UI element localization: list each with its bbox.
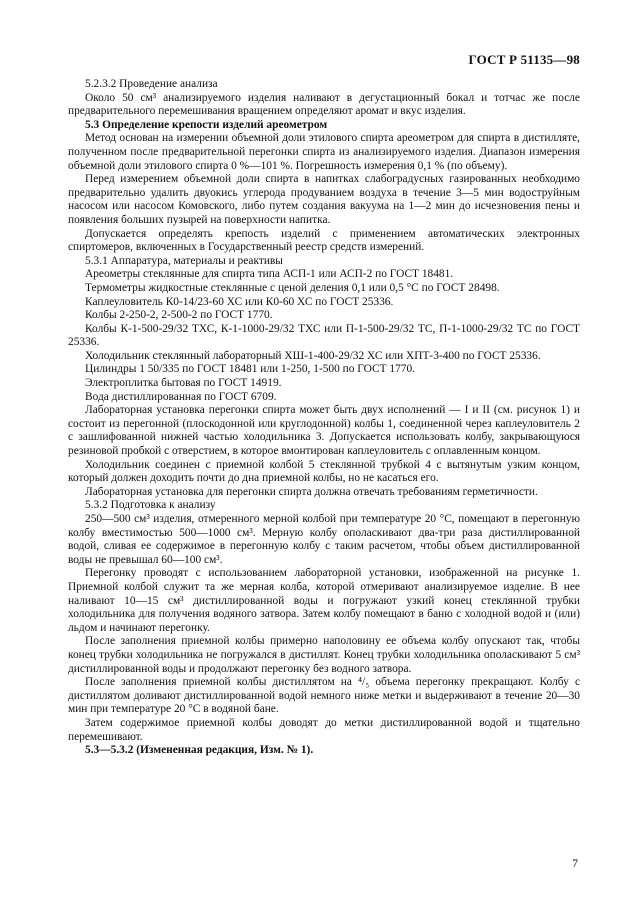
standard-header: ГОСТ Р 51135—98 (468, 52, 580, 67)
equipment-item: Термометры жидкостные стеклянные с ценой деления 0,1 или 0,5 °С по ГОСТ 28498. (85, 281, 500, 294)
equipment-item: Ареометры стеклянные для спирта типа АСП-1 или АСП-2 по ГОСТ 18481. (85, 268, 454, 281)
equipment-item: Каплеуловитель К0-14/23-60 ХС или К0-60 ХС по ГОСТ 25336. (85, 295, 394, 308)
section-5-3-2-heading: 5.3.2 Подготовка к анализу (85, 499, 216, 512)
document-body (68, 78, 580, 758)
paragraph: Лабораторная установка для перегонки спирта должна отвечать требованиям герметичности. (85, 485, 538, 498)
paragraph: Метод основан на измерении объемной доли этилового спирта ареометром для спирта в дистилляте, полученном после предварительной перегонки спирта из анализируемого изделия. Диапазон измерения объемной доли этилового спирта 0 %—101 %. Погрешность измерения 0,1 % (по объему). (68, 132, 580, 172)
equipment-item: Вода дистиллированная по ГОСТ 6709. (85, 390, 277, 403)
paragraph: Лабораторная установка перегонки спирта может быть двух исполнений — I и II (см. рисунок 1) и состоит из перегонной (плоскодонной или круглодонной) колбы 1, соединенной через каплеуловитель 2 с зашлифованной нижней частью холодильника 3. Допускается использовать колбу, закрывающуюся резиновой пробкой с отверстием, в которое вмонтирован каплеуловитель с оплавленным концом. (68, 404, 580, 458)
section-5-3-1-heading: 5.3.1 Аппаратура, материалы и реактивы (85, 254, 283, 267)
paragraph: Допускается определять крепость изделий с применением автоматических электронных спиртомеров, включенных в Государственный реестр средств измерений. (68, 227, 580, 254)
paragraph: Затем содержимое приемной колбы доводят до метки дистиллированной водой и тщательно перемешивают. (68, 716, 580, 743)
equipment-item: Электроплитка бытовая по ГОСТ 14919. (85, 377, 282, 390)
section-5-3-heading: 5.3 Определение крепости изделий ареометром (85, 118, 328, 131)
amendment-note: 5.3—5.3.2 (Измененная редакция, Изм. № 1). (85, 744, 314, 757)
section-5-2-3-2-heading: 5.2.3.2 Проведение анализа (85, 78, 218, 90)
paragraph: Перегонку проводят с использованием лабораторной установки, изображенной на рисунке 1. Приемной колбой служит та же мерная колба, которой отмеривают анализируемое изделие. В нее наливают 10—15 см³ дистиллированной воды и погружают узкий конец стеклянной трубки холодильника для получения водяного затвора. Затем колбу помещают в баню с холодной водой и (или) льдом и начинают перегонку. (68, 567, 580, 634)
paragraph: 250—500 см³ изделия, отмеренного мерной колбой при температуре 20 °С, помещают в перегонную колбу вместимостью 500—1000 см³. Мерную колбу ополаскивают два-три раза дистиллированной водой, сливая ее содержимое в перегонную колбу с таким расчетом, чтобы объем дистиллированной воды не превышал 60—100 см³. (68, 513, 580, 566)
paragraph: Холодильник соединен с приемной колбой 5 стеклянной трубкой 4 с вытянутым узким концом, который должен доходить почти до дна приемной колбы, но не касаться его. (68, 458, 580, 485)
page-number: 7 (572, 858, 578, 870)
paragraph: После заполнения приемной колбы дистиллятом на ⁴/₅ объема перегонку прекращают. Колбу с дистиллятом доливают дистиллированной водой немного ниже метки и выдерживают в течение 20—30 мин при температуре 20 °С в водяной бане. (68, 676, 580, 716)
paragraph: Перед измерением объемной доли спирта в напитках слабоградусных газированных необходимо предварительно удалить двуокись углерода продуванием воздуха в течение 3—5 мин водоструйным насосом или насосом Комовского, либо путем создания вакуума на 1—2 мин до исчезновения пены и появления больших пузырей на поверхности напитка. (68, 173, 580, 226)
equipment-item: Колбы К-1-500-29/32 ТХС, К-1-1000-29/32 ТХС или П-1-500-29/32 ТС, П-1-1000-29/32 ТС по ГОСТ 25336. (68, 322, 580, 349)
paragraph: Около 50 см³ анализируемого изделия наливают в дегустационный бокал и тотчас же после предварительного перемешивания вращением определяют аромат и вкус изделия. (68, 91, 580, 118)
equipment-item: Цилиндры 1 50/335 по ГОСТ 18481 или 1-250, 1-500 по ГОСТ 1770. (85, 363, 416, 376)
equipment-item: Холодильник стеклянный лабораторный ХШ-1-400-29/32 ХС или ХПТ-3-400 по ГОСТ 25336. (85, 349, 541, 362)
paragraph: После заполнения приемной колбы примерно наполовину ее объема колбу опускают так, чтобы конец трубки холодильника не погружался в дистиллят. Конец трубки холодильника ополаскивают 5 см³ дистиллированной воды и продолжают перегонку без водного затвора. (68, 635, 580, 675)
equipment-item: Колбы 2-250-2, 2-500-2 по ГОСТ 1770. (85, 309, 273, 322)
